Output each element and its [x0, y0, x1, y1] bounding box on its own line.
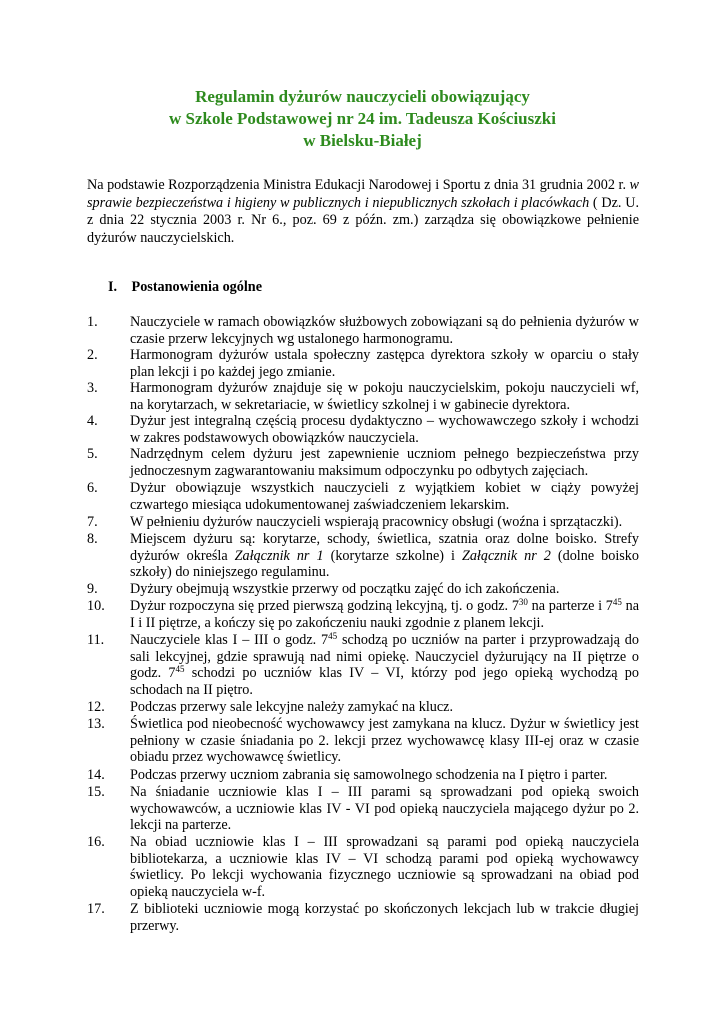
item-text: W pełnieniu dyżurów nauczycieli wspierają pracownicy obsługi (woźna i sprzątaczki). — [130, 514, 623, 530]
item-text: Harmonogram dyżurów ustala społeczny zastępca dyrektora szkoły w oparciu o stały plan lekcji i po każdej jego zmianie. — [130, 347, 639, 380]
item-text — [130, 598, 639, 631]
item-number: 10. — [87, 598, 105, 614]
item-text-part: Miejscem dyżuru są: korytarze, schody, świetlica, szatnia oraz dolne boisko. Strefy dyżurów określa — [130, 531, 639, 564]
time-minutes: 45 — [175, 664, 185, 675]
item-number: 15. — [87, 784, 105, 800]
intro-text-2: ( Dz. U. z dnia 22 stycznia 2003 r. Nr 6., poz. 69 z późn. zm.) zarządza się obowiązkowe pełnienie dyżurów nauczycielskich. — [87, 194, 639, 246]
list-item — [87, 581, 639, 598]
list-item — [87, 598, 639, 631]
item-text-part: Nauczyciele klas I – III o godz. 7 — [130, 632, 329, 648]
item-number: 8. — [87, 531, 98, 547]
item-number: 2. — [87, 347, 98, 363]
list-item — [87, 314, 639, 347]
item-text: Na śniadanie uczniowie klas I – III parami są sprowadzani pod opieką swoich wychowawców, a uczniowie klas IV - VI pod opieką nauczyciela mającego dyżur po 2. lekcji na parterze. — [130, 784, 639, 834]
list-item — [87, 834, 639, 900]
item-text: Z biblioteki uczniowie mogą korzystać po skończonych lekcjach lub w trakcie długiej przerwy. — [130, 901, 639, 934]
list-item — [87, 413, 639, 446]
list-item — [87, 632, 639, 698]
item-text: Nauczyciele w ramach obowiązków służbowych zobowiązani są do pełnienia dyżurów w czasie przerw lekcyjnych wg ustalonego harmonogramu. — [130, 314, 639, 347]
list-item — [87, 699, 639, 716]
item-text-part: schodzą po uczniów na parter i przyprowadzają do sali lekcyjnej, gdzie sprawują nad nimi opiekę. Nauczyciel dyżurujący na II piętrze o godz. 7 — [130, 632, 639, 682]
item-text-part: na I i II piętrze, a kończy się po zakończeniu nauki zgodnie z planem lekcji. — [130, 598, 639, 631]
document-title-line-2: w Szkole Podstawowej nr 24 im. Tadeusza Kościuszki — [169, 109, 556, 128]
item-text: Świetlica pod nieobecność wychowawcy jest zamykana na klucz. Dyżur w świetlicy jest pełniony w czasie śniadania po 2. lekcji przez wychowawcę klasy III-ej oraz w czasie obiadu przez wychowawcę świetlicy. — [130, 716, 639, 766]
item-number: 17. — [87, 901, 105, 917]
section-heading — [108, 279, 262, 296]
intro-paragraph — [87, 177, 639, 247]
attachment-2-reference: Załącznik nr 2 — [461, 547, 551, 564]
attachment-1-reference: Załącznik nr 1 — [234, 547, 324, 564]
item-text: Podczas przerwy uczniom zabrania się samowolnego schodzenia na I piętro i parter. — [130, 767, 608, 783]
item-number: 11. — [87, 632, 105, 648]
list-item — [87, 446, 639, 479]
item-number: 16. — [87, 834, 105, 850]
item-number: 13. — [87, 716, 105, 732]
item-text: Dyżury obejmują wszystkie przerwy od początku zajęć do ich zakończenia. — [130, 581, 560, 597]
list-item — [87, 716, 639, 766]
document-title-line-3: w Bielsku-Białej — [303, 131, 422, 150]
item-number: 14. — [87, 767, 105, 783]
list-item — [87, 784, 639, 834]
item-number: 12. — [87, 699, 105, 715]
item-number: 4. — [87, 413, 98, 429]
document-title-line-1: Regulamin dyżurów nauczycieli obowiązujący — [195, 87, 530, 106]
item-number: 6. — [87, 480, 98, 496]
list-item — [87, 480, 639, 513]
item-text-part: (dolne boisko szkoły) do niniejszego regulaminu. — [130, 547, 639, 581]
list-item — [87, 347, 639, 380]
time-minutes: 30 — [518, 597, 528, 607]
item-text: Na obiad uczniowie klas I – III sprowadzani są parami pod opieką nauczyciela bibliotekarza, a uczniowie klas IV – VI schodzą parami pod opieką wychowawcy świetlicy. Po lekcji wychowania fizycznego uczniowie są sprowadzani na obiad pod opieką nauczyciela w-f. — [130, 834, 639, 900]
item-text-part: schodzi po uczniów klas IV – VI, którzy pod jego opieką wychodzą po schodach na II piętro. — [130, 665, 639, 698]
item-text: Dyżur jest integralną częścią procesu dydaktyczno – wychowawczego szkoły i wchodzi w zakres podstawowych obowiązków nauczyciela. — [130, 413, 639, 446]
item-number: 9. — [87, 581, 98, 597]
item-text — [130, 632, 639, 698]
list-item — [87, 380, 639, 413]
item-number: 7. — [87, 514, 98, 530]
list-item — [87, 767, 639, 784]
item-number: 5. — [87, 446, 98, 462]
list-item — [87, 514, 639, 531]
item-number: 3. — [87, 380, 98, 396]
item-text: Harmonogram dyżurów znajduje się w pokoju nauczycielskim, pokoju nauczycieli wf, na korytarzach, w sekretariacie, w świetlicy szkolnej i w gabinecie dyrektora. — [130, 380, 639, 413]
section-number: I. — [108, 279, 118, 295]
intro-regulation-title: w sprawie bezpieczeństwa i higieny w publicznych i niepublicznych szkołach i placówkach — [87, 177, 640, 211]
list-item — [87, 531, 639, 581]
item-number: 1. — [87, 314, 98, 330]
list-item — [87, 901, 639, 934]
item-text-part: Dyżur rozpoczyna się przed pierwszą godziną lekcyjną, tj. o godz. 7 — [130, 598, 519, 614]
time-minutes: 45 — [612, 597, 622, 607]
time-minutes: 45 — [328, 631, 338, 641]
item-text: Podczas przerwy sale lekcyjne należy zamykać na klucz. — [130, 699, 454, 715]
item-text — [130, 531, 639, 581]
item-text: Dyżur obowiązuje wszystkich nauczycieli z wyjątkiem kobiet w ciąży powyżej czwartego miesiąca udokumentowanej zaświadczeniem lekarskim. — [130, 480, 639, 513]
item-text-part: (korytarze szkolne) i — [323, 547, 462, 564]
item-text: Nadrzędnym celem dyżuru jest zapewnienie uczniom pełnego bezpieczeństwa przy jednoczesnym zagwarantowaniu maksimum odpoczynku po odbytych zajęciach. — [130, 446, 639, 479]
item-text-part: na parterze i 7 — [527, 598, 613, 614]
intro-text-1: Na podstawie Rozporządzenia Ministra Edukacji Narodowej i Sportu z dnia 31 grudnia 2002 r. — [87, 177, 630, 193]
section-title: Postanowienia ogólne — [131, 279, 262, 295]
